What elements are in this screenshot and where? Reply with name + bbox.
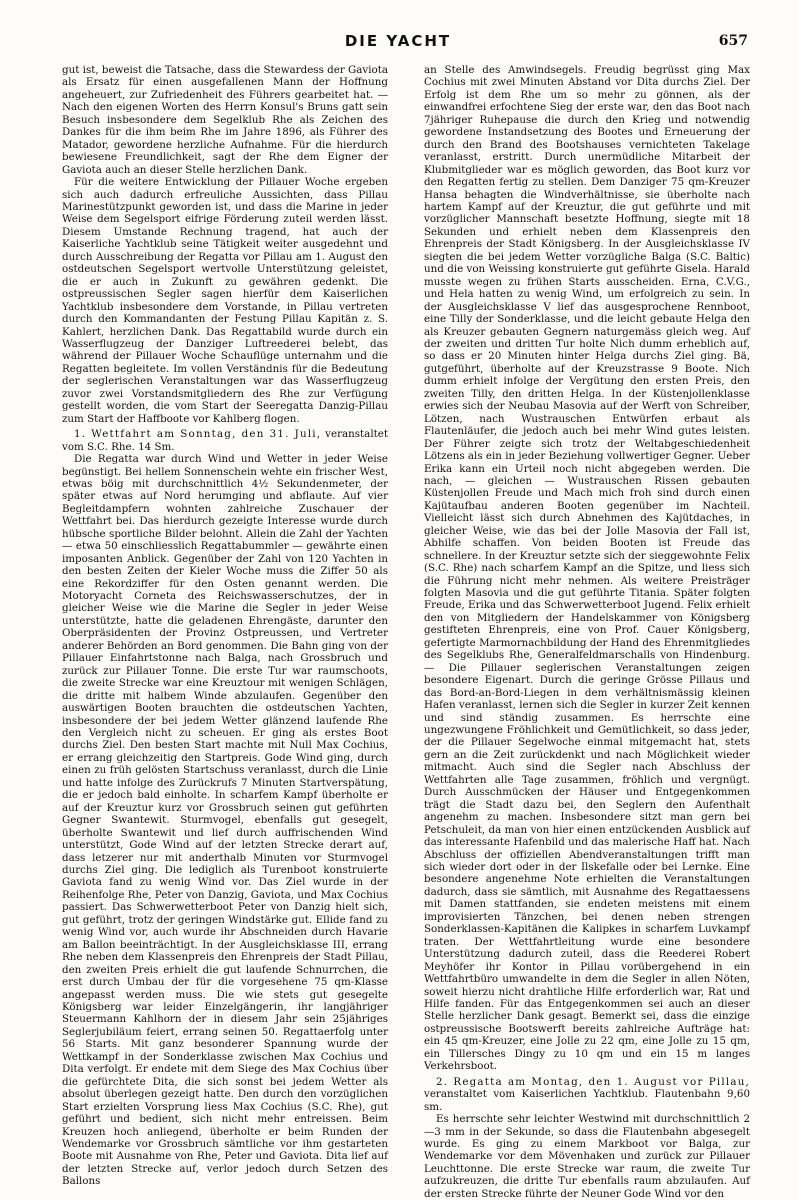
section-heading-rest: veranstaltet vom S.C. Rhe. 14 Sm. — [62, 428, 388, 453]
paragraph: gut ist, beweist die Tatsache, dass die Stewardess der Gaviota als Ersatz für einen ausgefallenen Mann der Hoffnung angeheuert, zur Zufriedenheit des Führers gearbeitet hat. — Nach den eigenen Worten des Herrn Konsul's Bruns gatt sein Besuch insbesondere dem Segelklub Rhe als Zeichen des Dankes für die ihm beim Rhe im Jahre 1896, als Führer des Matador, gewordene herzliche Aufnahme. Für die hierdurch bewiesene Freundlichkeit, sagt der Rhe dem Eigner der Gaviota auch an dieser Stelle herzlichen Dank. — [62, 64, 388, 176]
section-heading — [424, 1076, 750, 1113]
section-heading — [62, 428, 388, 453]
page-number: 657 — [718, 33, 748, 49]
section-heading-spaced: 2. Regatta am Montag, den 1. August vor Pillau, — [436, 1075, 750, 1088]
page-header — [58, 32, 748, 54]
left-column — [62, 64, 388, 1188]
paragraph: an Stelle des Amwindsegels. Freudig begrüsst ging Max Cochius mit zwei Minuten Abstand vor Dita durchs Ziel. Der Erfolg ist dem Rhe um so mehr zu gönnen, als der einwandfrei erfochtene Sieg der erste war, den das Boot nach 7jähriger Ruhepause die durch den Krieg und notwendig gewordene Instandsetzung des Bootes und Erneuerung der durch den Brand des Bootshauses vernichteten Takelage veranlasst, erstritt. Durch unermüdliche Mitarbeit der Klubmitglieder war es möglich geworden, das Boot kurz vor den Regatten fertig zu stellen. Dem Danziger 75 qm-Kreuzer Hansa behagten die Windverhältnisse, sie überholte nach hartem Kampf auf der Kreuztur, die gut geführte und mit vorzüglicher Mannschaft besetzte Hoffnung, siegte mit 18 Sekunden und erhielt neben dem Klassenpreis den Ehrenpreis der Stadt Königsberg. In der Ausgleichsklasse IV siegten die bei jedem Wetter vorzügliche Balga (S.C. Baltic) und die von Weissing konstruierte gut geführte Gisela. Harald musste wegen zu frühen Starts ausscheiden. Erna, C.V.G., und Hela hatten zu wenig Wind, um erfolgreich zu sein. In der Ausgleichsklasse V lief das ausgesprochene Rennboot, eine Tilly der Sonderklasse, und die leicht gebaute Helga den als Kreuzer gebauten Gegnern naturgemäss gleich weg. Auf der zweiten und dritten Tur holte Nich dumm erheblich auf, so dass er 20 Minuten hinter Helga durchs Ziel ging. Bä, gutgeführt, überholte auf der Kreuzstrasse 9 Boote. Nich dumm erhielt infolge der Vergütung den ersten Preis, den zweiten Tilly, den dritten Helga. In der Küstenjollenklasse erwies sich der Neubau Masovia auf der Werft von Schreiber, Lötzen, nach Wustrauschen Entwürfen erbaut als Flautenläufer, die jedoch auch bei mehr Wind gutes leisten. Der Führer zeigte sich trotz der Weltabgeschiedenheit Lötzens als ein in jeder Beziehung vollwertiger Gegner. Ueber Erika kann ein Urteil noch nicht abgegeben werden. Die nach, — gleichen — Wustrauschen Rissen gebauten Küstenjollen Freude und Mach mich froh sind durch einen Kajütaufbau anderen Booten gegenüber im Nachteil. Vielleicht lässt sich durch Abnehmen des Kajütdaches, in gleicher Weise, wie das bei der Jolle Masovia der Fall ist, Abhilfe schaffen. Von beiden Booten ist Freude das schnellere. In der Kreuztur setzte sich der sieggewohnte Felix (S.C. Rhe) nach scharfem Kampf an die Spitze, und liess sich die Führung nicht mehr nehmen. Als weitere Preisträger folgten Masovia und die gut geführte Titania. Später folgten Freude, Erika und das Schwerwetterboot Jugend. Felix erhielt den von Mitgliedern der Handelskammer von Königsberg gestifteten Ehrenpreis, eine von Prof. Cauer Königsberg, gefertigte Marmornachbildung der Hand des Ehrenmitgliedes des Segelklubs Rhe, Generalfeldmarschalls von Hindenburg. — Die Pillauer seglerischen Veranstaltungen zeigen besondere Eigenart. Durch die geringe Grösse Pillaus und das Bord-an-Bord-Liegen in dem verhältnismässig kleinen Hafen veranlasst, lernen sich die Segler in kurzer Zeit kennen und sind ständig zusammen. Es herrschte eine ungezwungene Fröhlichkeit und Gemütlichkeit, so dass jeder, der die Pillauer Segelwoche einmal mitgemacht hat, stets gern an die Zeit zurückdenkt und nach Möglichkeit wieder mitmacht. Auch sind die Segler nach Abschluss der Wettfahrten alle Tage zusammen, fröhlich und vergnügt. Durch Ausschmücken der Häuser und Entgegenkommen trägt die Stadt dazu bei, den Seglern den Aufenthalt angenehm zu machen. Insbesondere sitzt man gern bei Petschuleit, da man von hier einen entzückenden Ausblick auf das interessante Hafenbild und das malerische Haff hat. Nach Abschluss der offiziellen Abendveranstaltungen trifft man sich wieder dort oder in der Ilskefalle oder bei Lernke. Eine besondere angenehme Note erhielten die Veranstaltungen dadurch, dass sie sämtlich, mit Ausnahme des Regattaessens mit Damen stattfanden, sie endeten meistens mit einem improvisierten Tänzchen, bei denen neben strengen Sonderklassen-Kapitänen die Kalipkes in scharfem Luvkampf traten. Der Wettfahrtleitung wurde eine besondere Unterstützung dadurch zuteil, dass die Reederei Robert Meyhöfer ihr Kontor in Pillau vorübergehend in ein Wettfahrtbüro umwandelte in dem die Segler in allen Nöten, soweit hierzu nicht drahtliche Hilfe erforderlich war, Rat und Hilfe fanden. Für das Entgegenkommen sei auch an dieser Stelle herzlicher Dank gesagt. Bemerkt sei, dass die einzige ostpreussische Bootswerft bereits zahlreiche Aufträge hat: ein 45 qm-Kreuzer, eine Jolle zu 22 qm, eine Jolle zu 15 qm, ein Tillersches Dingy zu 10 qm und ein 15 m langes Verkehrsboot. — [424, 64, 750, 1073]
right-column — [424, 64, 750, 1200]
journal-title: DIE YACHT — [344, 32, 452, 50]
paragraph: Es herrschte sehr leichter Westwind mit durchschnittlich 2—3 mm in der Sekunde, so dass die Flautenbahn abgesegelt wurde. Es ging zu einem Markboot vor Balga, zur Wendemarke vor dem Mövenhaken und zurück zur Pillauer Leuchttonne. Die erste Strecke war raum, die zweite Tur aufzukreuzen, die dritte Tur ebenfalls raum abzulaufen. Auf der ersten Strecke führte der Neuner Gode Wind vor den — [424, 1113, 750, 1200]
paragraph: Für die weitere Entwicklung der Pillauer Woche ergeben sich auch dadurch erfreuliche Aussichten, dass Pillau Marinestützpunkt geworden ist, und dass die Marine in jeder Weise dem Segelsport eifrige Förderung zuteil werden lässt. Diesem Umstande Rechnung tragend, hat auch der Kaiserliche Yachtklub seine Tätigkeit weiter ausgedehnt und durch Ausschreibung der Regatta vor Pillau am 1. August den ostdeutschen Segelsport wertvolle Unterstützung geleistet, die er auch in Zukunft zu gewähren gedenkt. Die ostpreussischen Segler sagen hierfür dem Kaiserlichen Yachtklub insbesondere dem Vorstande, in Pillau vertreten durch den Kommandanten der Festung Pillau Kapitän z. S. Kahlert, herzlichen Dank. Das Regattabild wurde durch ein Wasserflugzeug der Danziger Luftreederei belebt, das während der Pillauer Woche Schauflüge unternahm und die Regatten begleitete. Im vollen Verständnis für die Bedeutung der seglerischen Veranstaltungen war das Wasserflugzeug zuvor zwei Vorstandsmitgliedern des Rhe zur Verfügung gestellt worden, die vom Start der Seeregatta Danzig-Pillau zum Start der Haffboote vor Kahlberg flogen. — [62, 176, 388, 425]
section-heading-rest: veranstaltet vom Kaiserlichen Yachtklub. Flautenbahn 9,60 sm. — [424, 1088, 750, 1113]
section-heading-spaced: 1. Wettfahrt am Sonntag, den 31. Juli, — [74, 428, 322, 441]
paragraph: Die Regatta war durch Wind und Wetter in jeder Weise begünstigt. Bei hellem Sonnenschein wehte ein frischer West, etwas böig mit durchschnittlich 4½ Sekundenmeter, der später etwas auf Nord herumging und abflaute. Auf vier Begleitdampfern wohnten zahlreiche Zuschauer der Wettfahrt bei. Das hierdurch gezeigte Interesse wurde durch hübsche sportliche Bilder belohnt. Allein die Zahl der Yachten — etwa 50 einschliesslich Regattabummler — gewährte einen imposanten Anblick. Gegenüber der Zahl von 120 Yachten in den besten Zeiten der Kieler Woche muss die Ziffer 50 als eine Rekordziffer für den Osten genannt werden. Die Motoryacht Corneta des Reichswasserschutzes, der in gleicher Weise wie die Marine die Segler in jeder Weise unterstützte, hatte die geladenen Ehrengäste, darunter den Oberpräsidenten der Provinz Ostpreussen, und Vertreter anderer Behörden an Bord genommen. Die Bahn ging von der Pillauer Einfahrtstonne nach Balga, nach Grossbruch und zurück zur Pillauer Tonne. Die erste Tur war raumschoots, die zweite Strecke war eine Kreuztour mit wenigen Schlägen, die dritte mit halbem Winde abzulaufen. Gegenüber den auswärtigen Booten brauchten die ostdeutschen Yachten, insbesondere der bei jedem Wetter glänzend laufende Rhe den Vergleich nicht zu scheuen. Er ging als erstes Boot durchs Ziel. Den besten Start machte mit Null Max Cochius, er errang gleichzeitig den Startpreis. Gode Wind ging, durch einen zu früh gelösten Startschuss veranlasst, durch die Linie und hatte infolge des Zurückrufs 7 Minuten Startverspätung, die er jedoch bald einholte. In scharfem Kampf überholte er auf der Kreuztur kurz vor Grossbruch seinen gut geführten Gegner Swantewit. Sturmvogel, ebenfalls gut gesegelt, überholte Swantewit und lief durch auffrischenden Wind unterstützt, Gode Wind auf der letzten Strecke derart auf, dass letzerer nur mit anderthalb Minuten vor Sturmvogel durchs Ziel ging. Die lediglich als Turenboot konstruierte Gaviota fand zu wenig Wind vor. Das Ziel wurde in der Reihenfolge Rhe, Peter von Danzig, Gaviota, und Max Cochius passiert. Das Schwerwetterboot Peter von Danzig hielt sich, gut geführt, trotz der geringen Windstärke gut. Ellide fand zu wenig Wind vor, auch wurde ihr Abschneiden durch Havarie am Ballon beeinträchtigt. In der Ausgleichsklasse III, errang Rhe neben dem Klassenpreis den Ehrenpreis der Stadt Pillau, den zweiten Preis erhielt die gut laufende Schnurrchen, die erst durch Umbau der für die vorgesehene 75 qm-Klasse angepasst werden muss. Die wie stets gut gesegelte Königsberg war leider Einzelgängerin, ihr langjähriger Steuermann Kahlhorn der in diesem Jahr sein 25jähriges Seglerjubiläum feiert, errang seinen 50. Regattaerfolg unter 56 Starts. Mit ganz besonderer Spannung wurde der Wettkampf in der Sonderklasse zwischen Max Cochius und Dita verfolgt. Er endete mit dem Siege des Max Cochius über die gefürchtete Dita, die sich sonst bei jedem Wetter als absolut überlegen gezeigt hatte. Den durch den vorzüglichen Start erzielten Vorsprung liess Max Cochius (S.C. Rhe), gut geführt und bedient, sich nicht mehr entreissen. Beim Kreuzen hoch anliegend, überholte er beim Runden der Wendemarke vor Grossbruch sämtliche vor ihm gestarteten Boote mit Ausnahme von Rhe, Peter und Gaviota. Dita lief auf der letzten Strecke auf, verlor jedoch durch Setzen des Ballons — [62, 453, 388, 1188]
